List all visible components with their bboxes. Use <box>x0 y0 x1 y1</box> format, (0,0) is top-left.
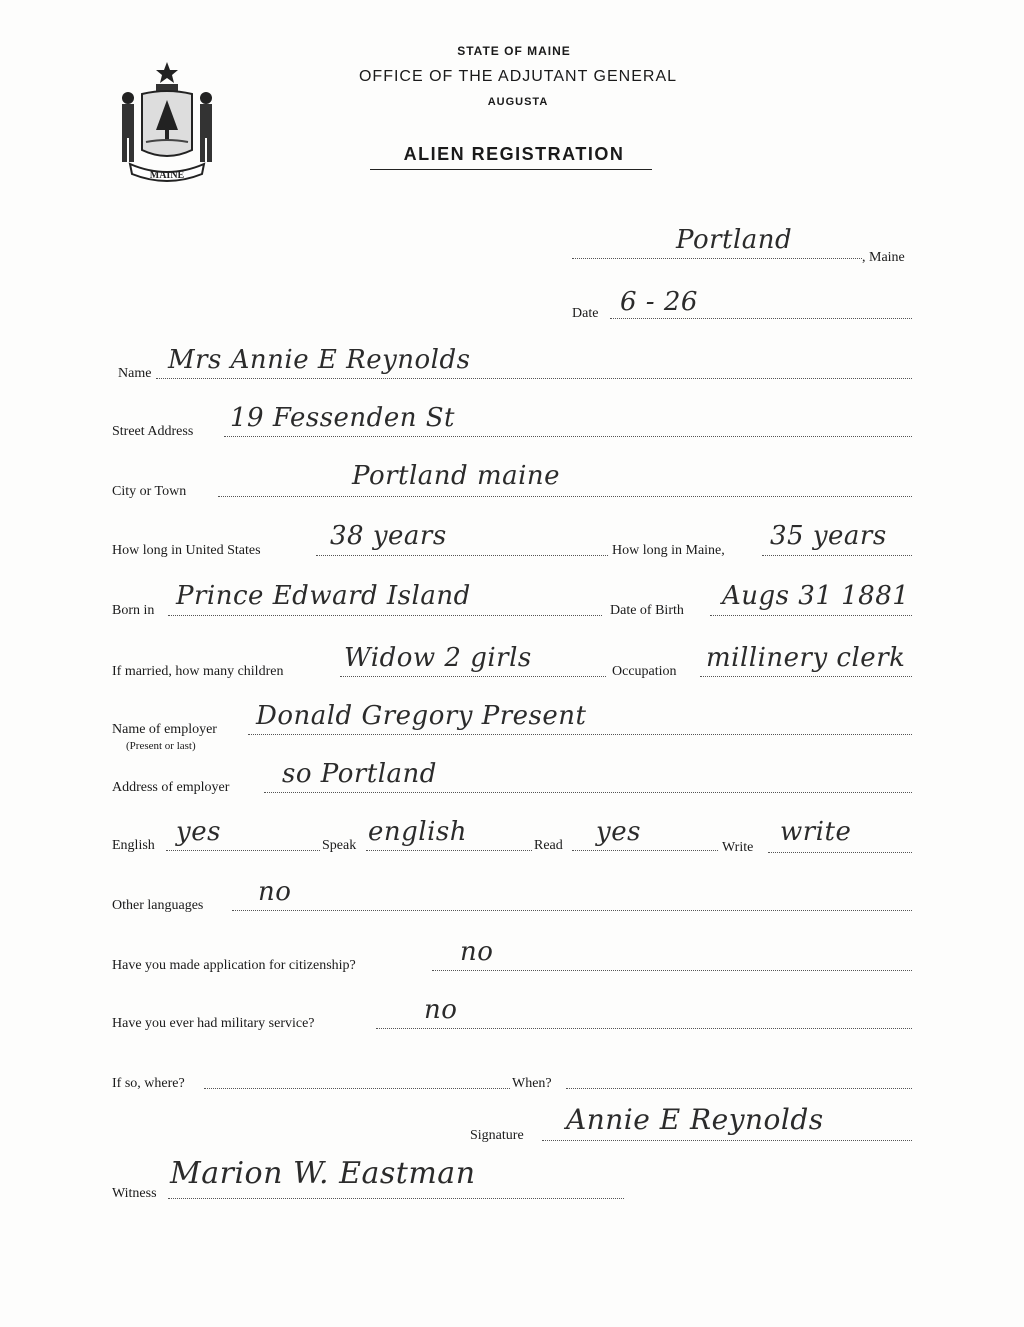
write-value: write <box>780 817 852 847</box>
how-long-us-label: How long in United States <box>112 543 261 558</box>
date-label: Date <box>572 306 599 321</box>
read-label: Read <box>534 838 563 853</box>
occupation-value: millinery clerk <box>706 643 906 673</box>
other-languages-label: Other languages <box>112 898 204 913</box>
witness-label: Witness <box>112 1186 157 1201</box>
witness-value: Marion W. Eastman <box>170 1156 476 1191</box>
town-line <box>572 258 862 259</box>
name-value: Mrs Annie E Reynolds <box>168 345 471 375</box>
city-heading: AUGUSTA <box>487 96 549 108</box>
street-line <box>224 436 912 437</box>
title-underline <box>370 169 652 170</box>
born-in-label: Born in <box>112 603 155 618</box>
read-line <box>572 850 718 851</box>
when-line <box>566 1088 912 1089</box>
signature-value: Annie E Reynolds <box>566 1103 824 1136</box>
employer-label: Name of employer <box>112 722 217 737</box>
if-so-where-line <box>204 1088 510 1089</box>
street-label: Street Address <box>112 424 194 439</box>
occupation-line <box>700 676 912 677</box>
military-line <box>376 1028 912 1029</box>
name-label: Name <box>118 366 152 381</box>
military-label: Have you ever had military service? <box>112 1016 315 1031</box>
other-languages-line <box>232 910 912 911</box>
occupation-label: Occupation <box>612 664 677 679</box>
military-value: no <box>424 995 458 1025</box>
witness-line <box>168 1198 624 1199</box>
other-languages-value: no <box>258 877 292 907</box>
date-of-birth-value: Augs 31 1881 <box>722 581 910 611</box>
employer-line <box>248 734 912 735</box>
employer-address-value: so Portland <box>282 759 437 789</box>
city-label: City or Town <box>112 484 187 499</box>
speak-line <box>366 850 532 851</box>
date-of-birth-line <box>710 615 912 616</box>
employer-sub-label: (Present or last) <box>126 740 196 752</box>
form-title: ALIEN REGISTRATION <box>403 144 625 164</box>
write-label: Write <box>722 840 754 855</box>
city-value: Portland maine <box>352 461 561 491</box>
signature-label: Signature <box>470 1128 524 1143</box>
date-of-birth-label: Date of Birth <box>610 603 684 618</box>
employer-address-line <box>264 792 912 793</box>
born-in-value: Prince Edward Island <box>176 581 471 611</box>
english-value: yes <box>176 817 221 847</box>
read-value: yes <box>596 817 641 847</box>
office-heading: OFFICE OF THE ADJUTANT GENERAL <box>358 68 678 85</box>
maine-suffix-label: , Maine <box>862 250 905 265</box>
citizenship-line <box>432 970 912 971</box>
street-value: 19 Fessenden St <box>230 403 455 433</box>
how-long-maine-line <box>762 555 912 556</box>
when-label: When? <box>512 1076 552 1091</box>
married-children-line <box>340 676 606 677</box>
speak-label: Speak <box>322 838 357 853</box>
how-long-us-line <box>316 555 608 556</box>
name-line <box>156 378 912 379</box>
date-line <box>610 318 912 319</box>
speak-value: english <box>368 817 467 847</box>
children-value: Widow 2 girls <box>344 643 532 673</box>
how-long-maine-value: 35 years <box>770 521 887 551</box>
city-line <box>218 496 912 497</box>
write-line <box>768 852 912 853</box>
employer-address-label: Address of employer <box>112 780 230 795</box>
seal-banner-text: MAINE <box>149 170 185 181</box>
married-children-label: If married, how many children <box>112 664 284 679</box>
state-heading: STATE OF MAINE <box>457 44 571 58</box>
town-value: Portland <box>676 225 793 255</box>
employer-value: Donald Gregory Present <box>256 701 587 731</box>
citizenship-label: Have you made application for citizenship? <box>112 958 356 973</box>
if-so-where-label: If so, where? <box>112 1076 185 1091</box>
how-long-us-value: 38 years <box>330 521 447 551</box>
born-in-line <box>168 615 602 616</box>
english-label: English <box>112 838 155 853</box>
how-long-maine-label: How long in Maine, <box>612 543 725 558</box>
english-line <box>166 850 320 851</box>
citizenship-value: no <box>460 937 494 967</box>
signature-line <box>542 1140 912 1141</box>
date-value: 6 - 26 <box>620 287 698 317</box>
